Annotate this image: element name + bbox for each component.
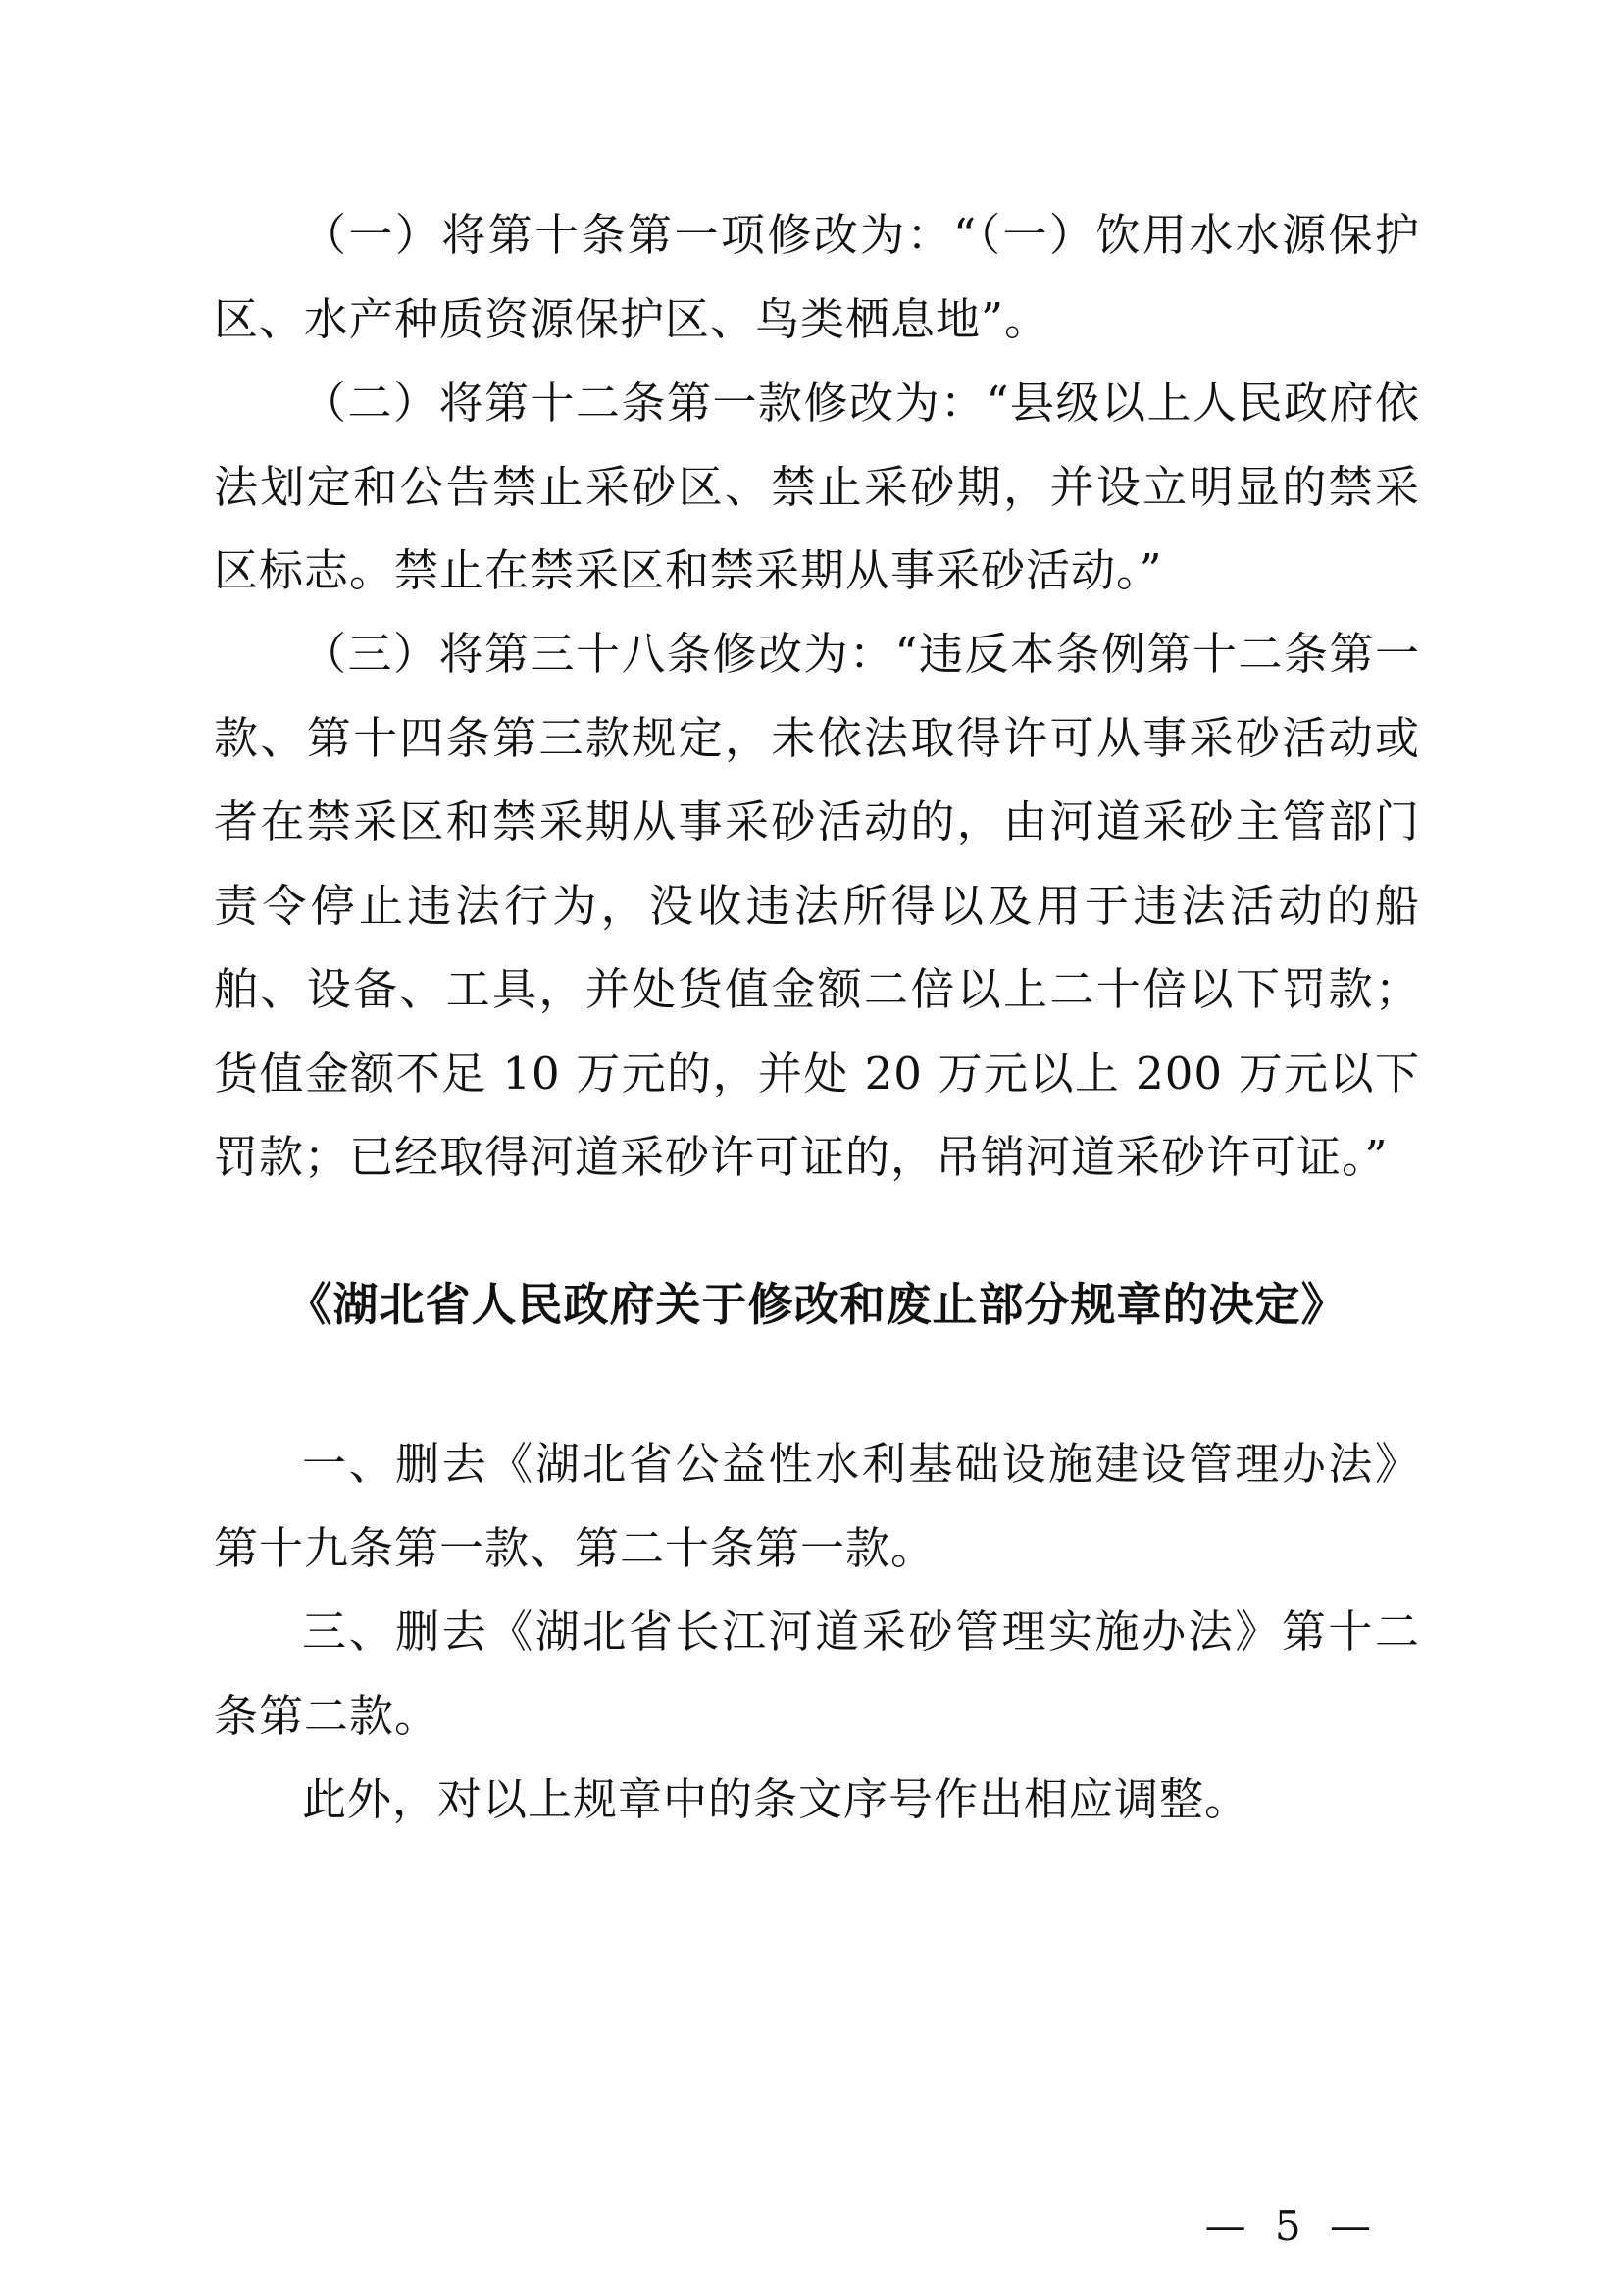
paragraph-amendment-1: （一）将第十条第一项修改为：“（一）饮用水水源保护区、水产种质资源保护区、鸟类栖息地”。 [214, 209, 1420, 345]
paragraph-closing-note: 此外，对以上规章中的条文序号作出相应调整。 [302, 1773, 1250, 1825]
paragraph-delete-item-1: 一、删去《湖北省公益性水利基础设施建设管理办法》第十九条第一款、第二十条第一款。 [214, 1438, 1420, 1574]
page-number: — 5 — [1204, 2202, 1379, 2250]
paragraph-amendment-3: （三）将第三十八条修改为：“违反本条例第十二条第一款、第十四条第三款规定，未依法取得许可从事采砂活动或者在禁采区和禁采期从事采砂活动的，由河道采砂主管部门责令停止违法行为，没收违法所得以及用于违法活动的船舶、设备、工具，并处货值金额二倍以上二十倍以下罚款；货值金额不足 10 万元的，并处 20 万元以上 200 万元以下罚款；已经取得河道采砂许可证的，吊销河道采砂许可证。” [214, 628, 1420, 1183]
paragraph-amendment-2: （二）将第十二条第一款修改为：“县级以上人民政府依法划定和公告禁止采砂区、禁止采砂期，并设立明显的禁采区标志。禁止在禁采区和禁采期从事采砂活动。” [214, 377, 1420, 596]
section-title: 《湖北省人民政府关于修改和废止部分规章的决定》 [286, 1278, 1347, 1331]
paragraph-delete-item-3: 三、删去《湖北省长江河道采砂管理实施办法》第十二条第二款。 [214, 1606, 1420, 1742]
